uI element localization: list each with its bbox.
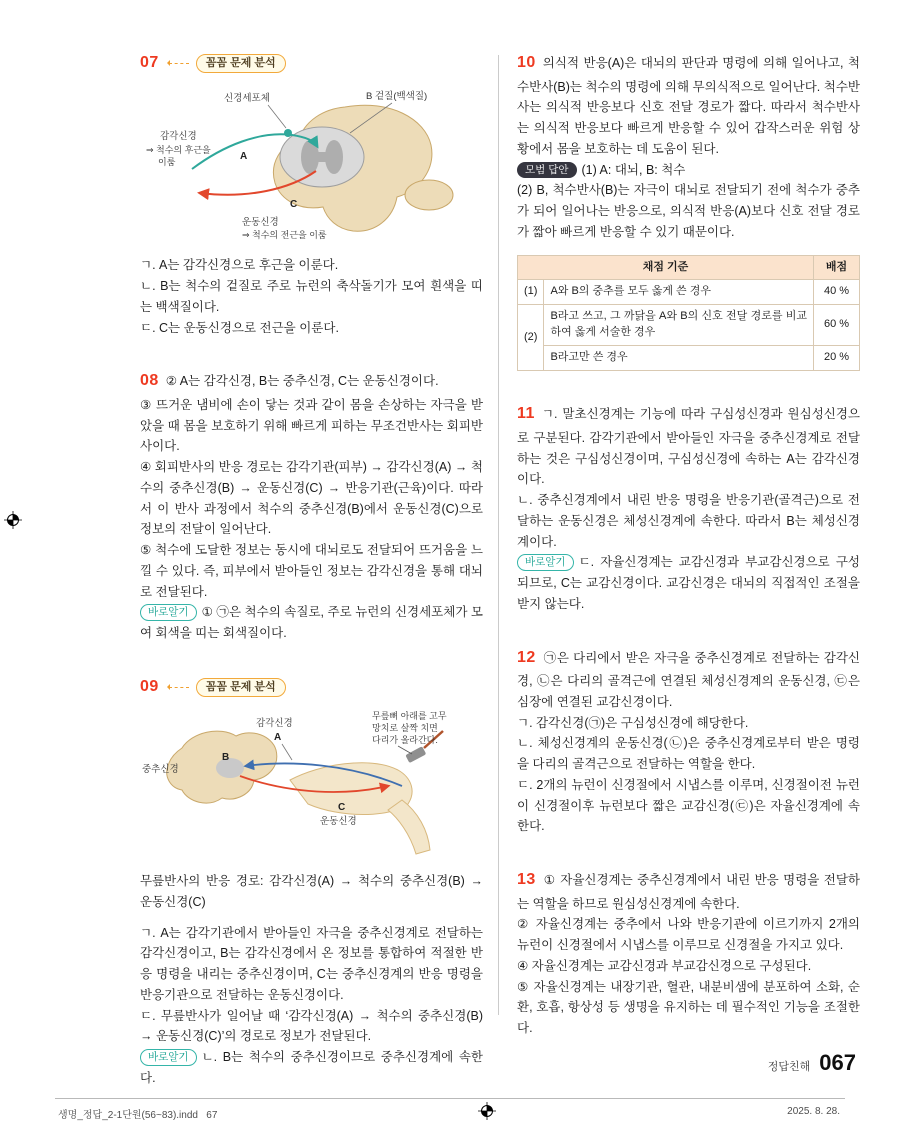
bottom-rule [55,1098,845,1099]
model-answer-text: (2) B, 척수반사(B)는 자극이 대뇌로 전달되기 전에 척수가 중추가 되어 일어나는 반응으로, 의식적 반응(A)보다 신호 전달 경로가 짧아 빠르게 반응할 수 있기 때문이다. [517,183,860,239]
statement-text: ② A는 감각신경, B는 중추신경, C는 운동신경이다. [165,374,439,389]
label-cortex: B 겉질(백색질) [366,90,428,102]
knee-reflex-diagram-box [140,706,483,863]
label-sensory: 감각신경 [160,130,197,142]
hammer-note-line1: 무릎뼈 아래를 고무 [372,711,447,722]
label-b: B [222,752,230,764]
knee-reflex-diagram [140,706,480,856]
item-07-header [140,50,483,77]
statement: ② 자율신경계는 중추에서 나와 반응기관에 이르기까지 2개의 뉴런이 신경절에서 시냅스를 이루므로 신경절을 가지고 있다. [517,917,860,953]
footer-section-label: 정답친해 [767,1061,811,1073]
statement: ④ 자율신경계는 교감신경과 부교감신경으로 구성된다. [517,958,812,973]
question-number: 09 [140,677,159,695]
statement [517,401,860,490]
vertebra-lobe [405,180,453,210]
statement [140,368,483,395]
spinal-cord-region [216,758,244,778]
print-date: 2025. 8. 28. [787,1106,840,1117]
hammer-note-line3: 다리가 올라간다. [372,735,438,746]
gray-matter-bridge [308,152,336,162]
statement-text: ㉠은 다리에서 받은 자극을 중추신경계로 전달하는 감각신경, ㉡은 다리의 골격근에 연결된 체성신경계의 운동신경, ㉢은 심장에 연결된 교감신경이다. [517,650,860,709]
print-file-info: 생명_정답_2-1단원(56~83).indd 67 [58,1110,218,1121]
statement: ㄷ. C는 운동신경으로 전근을 이룬다. [140,320,339,335]
baro-badge: 바로알기 [140,1049,197,1066]
baro-badge: 바로알기 [517,554,574,571]
a-pointer-line [282,744,292,760]
dashed-arrow-icon [169,63,189,64]
item-13 [517,867,860,1039]
label-c: C [338,802,346,814]
item-09 [140,674,483,1089]
table-header-row [518,255,860,280]
page-number: 067 [819,1050,856,1075]
table-row [518,346,860,371]
table-cell-score: 60 % [814,305,860,346]
table-cell-score: 20 % [814,346,860,371]
column-divider [498,55,499,1015]
question-number: 11 [517,405,535,423]
statement-text: ① ㉠은 척수의 속질로, 주로 뉴런의 신경세포체가 모여 회색을 띠는 회색질이다. [140,605,483,641]
label-c: C [290,198,298,210]
statement: ㄱ. A는 감각신경으로 후근을 이룬다. [140,258,339,273]
baro-statement [517,552,860,614]
question-number: 12 [517,648,536,666]
item-07 [140,50,483,338]
reflex-pathway-caption: 무릎반사의 반응 경로: 감각신경(A) → 척수의 중추신경(B) → 운동신경(C) [140,874,483,909]
statement-text: (1) A: 대뇌, B: 척수 [581,162,686,177]
item-09-header [140,674,483,701]
baro-badge: 바로알기 [140,604,197,621]
table-row [518,280,860,305]
statement-text: ㄴ. B는 척수의 중추신경이므로 중추신경계에 속한다. [140,1050,483,1085]
statement: ㄷ. 2개의 뉴런이 신경절에서 시냅스를 이루며, 신경절이전 뉴런이 신경절이후 뉴런보다 짧은 교감신경(㉢)은 자율신경계에 속한다. [517,777,860,834]
label-motor: 운동신경 [320,816,357,828]
label-motor-sub: ⇒ 척수의 전근을 이룸 [242,229,327,240]
question-number: 10 [517,54,536,71]
left-column [140,50,483,1119]
statement: ④ 회피반사의 반응 경로는 감각기관(피부) → 감각신경(A) → 척수의 중추신경(B) → 운동신경(C) → 반응기관(근육)이다. 따라서 이 반사 과정에서 척수의 중추신경(B)에서 운동신경(C)으로 정보의 전달이 일어난다. [140,460,483,537]
table-cell-num: (1) [518,280,544,305]
question-number: 08 [140,372,159,390]
model-answer-line [517,160,860,181]
statement: ㄱ. A는 감각기관에서 받아들인 자극을 중추신경계로 전달하는 감각신경이고, B는 감각신경에서 온 정보를 통합하여 적절한 반응 명령을 내리는 중추신경이며, C는 중추신경계의 반응 명령을 반응기관으로 전달하는 운동신경이다. [140,925,483,1002]
lower-leg-shape [388,800,430,854]
table-cell-text: B라고만 쓴 경우 [544,346,814,371]
statement: ③ 뜨거운 냄비에 손이 닿는 것과 같이 몸을 손상하는 자극을 받았을 때 몸을 보호하기 위해 빠르게 피하는 무조건반사는 회피반사이다. [140,397,483,454]
statement-text: 의식적 반응(A)은 대뇌의 판단과 명령에 의해 일어나고, 척수반사(B)는 척수의 명령에 의해 무의식적으로 일어난다. 척수반사는 의식적 반응보다 신호 전달 경로가 짧다. 따라서 척수반사는 의식적 반응보다 빠르게 반응할 수 있어 갑작스러운 위험 상황에서 몸을 보호하는 데 도움이 된다. [517,56,860,156]
right-column [517,50,860,1069]
statement: ㄴ. 중추신경계에서 내린 반응 명령을 반응기관(골격근)으로 전달하는 운동신경은 체성신경계에 속한다. 따라서 B는 체성신경계이다. [517,493,860,549]
statement: ㄱ. 감각신경(㉠)은 구심성신경에 해당한다. [517,715,749,730]
spinal-cord-diagram [140,83,470,241]
label-motor: 운동신경 [242,216,279,228]
statement [517,867,860,914]
baro-statement [140,602,483,644]
statement-text: ① 자율신경계는 중추신경계에서 내린 반응 명령을 전달하는 역할을 하므로 원심성신경계에 속한다. [517,873,860,911]
dashed-arrow-icon [169,687,189,688]
page-footer [768,1050,856,1076]
soma-pointer-line [268,105,286,128]
statement: ㄴ. 체성신경계의 운동신경(㉡)은 중추신경계로부터 받은 명령을 다리의 골격근으로 전달하는 역할을 한다. [517,736,860,772]
question-number: 07 [140,54,159,71]
grading-criteria-table [517,255,860,372]
table-cell-num: (2) [518,305,544,371]
spinal-cord-diagram-box [140,83,483,248]
statement-text: ㄱ. 말초신경계는 기능에 따라 구심성신경과 원심성신경으로 구분된다. 감각기관에서 받아들인 자극을 중추신경계로 전달하는 것은 구심성신경이며, 구심성신경에 속하는 A는 감각신경이다. [517,407,860,487]
statement: ⑤ 자율신경계는 내장기관, 혈관, 내분비샘에 분포하여 소화, 순환, 호흡, 항상성 등 생명을 유지하는 데 필수적인 기능을 조절한다. [517,979,860,1036]
neuron-cell-body [284,129,292,137]
statement [517,50,860,160]
item-12 [517,645,860,838]
registration-mark-icon [4,511,22,534]
table-cell-text: A와 B의 중추를 모두 옳게 쓴 경우 [544,280,814,305]
note-pointer-line [398,746,412,754]
table-header-criteria: 채점 기준 [518,255,814,280]
statement: ㄷ. 무릎반사가 일어날 때 ‘감각신경(A) → 척수의 중추신경(B) → 운동신경(C)’의 경로로 정보가 전달된다. [140,1008,483,1044]
hammer-note-line2: 망치로 살짝 치면 [372,723,438,734]
registration-mark-icon [478,1102,496,1125]
table-cell-text: B라고 쓰고, 그 까닭을 A와 B의 신호 전달 경로를 비교하여 옳게 서술한 경우 [544,305,814,346]
model-answer-badge: 모범 답안 [517,162,577,178]
analysis-badge: 꼼꼼 문제 분석 [196,54,286,73]
statement-text: ㄷ. 자율신경계는 교감신경과 부교감신경으로 구성되므로, C는 교감신경이다. 교감신경은 대뇌의 직접적인 조절을 받지 않는다. [517,555,860,611]
label-soma: 신경세포체 [224,92,270,104]
label-central: 중추신경 [142,764,179,776]
analysis-badge: 꼼꼼 문제 분석 [196,678,286,697]
item-11 [517,401,860,614]
question-number: 13 [517,871,536,889]
statement: ⑤ 척수에 도달한 정보는 동시에 대뇌로도 전달되어 뜨거움을 느낄 수 있다. 즉, 피부에서 받아들인 정보는 감각신경을 통해 대뇌로 전달된다. [140,543,483,599]
hammer-head [405,747,426,764]
label-sensory-sub1: ⇒ 척수의 후근을 [146,144,211,155]
item-10 [517,50,860,371]
table-header-score: 배점 [814,255,860,280]
table-row [518,305,860,346]
label-a: A [240,150,248,162]
table-cell-score: 40 % [814,280,860,305]
label-sensory-sub2: 이룸 [158,156,176,167]
label-a: A [274,732,282,744]
statement [517,645,860,713]
item-08 [140,368,483,644]
label-sensory: 감각신경 [256,718,293,730]
statement: ㄴ. B는 척수의 겉질로 주로 뉴런의 축삭돌기가 모여 흰색을 띠는 백색질이다. [140,279,483,314]
baro-statement [140,1047,483,1089]
